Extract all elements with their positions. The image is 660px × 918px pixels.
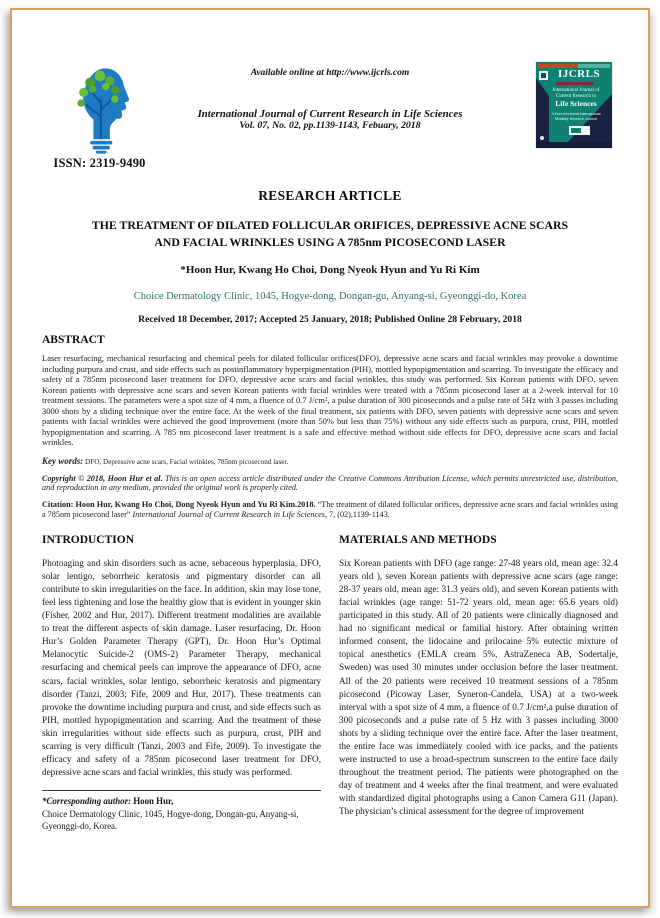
publication-history: Received 18 December, 2017; Accepted 25 January, 2018; Published Online 28 February, 2018 bbox=[138, 314, 522, 325]
journal-cover-thumbnail bbox=[536, 62, 612, 148]
journal-issue-info: Vol. 07, No. 02, pp.1139-1143, Febuary, 2018 bbox=[239, 120, 421, 131]
abstract-text: Laser resurfacing, mechanical resurfacing and chemical peels for dilated follicular orifices(DFO), depressive acne scars and facial wrinkles may provoke a downtime including purpura and crust, and side effects such as postinflammatory hyperpigmentation (PIH), mottled hypopigmentation and scarring. To investigate the efficacy and safety of a 785nm picosecond laser treatment for DFO, depressive acne scars and facial wrinkles, this study was performed. Six Korean patients with DFO, seven Korean patients with depressive acne scars and seven Korean patients with facial wrinkles were treated with a 785nm picosecond laser at a 2-week interval for 10 treatment sessions. The parameters were a spot size of 4 mm, a fluence of 0.7 J/cm², a pulse duration of 300 picoseconds and a pulse rate of 5Hz with 3 passes including 3000 shots by a sliding technique over the entire face. At the week of the final treatment, six patients with DFO, seven patients with depressive acne scars and seven patients with facial wrinkles were achieved the good improvement (more than 50% but less than 75%) without any side effects such as purpura, crust, PIH, mottled hypopigmentation and scarring. A 785 nm picosecond laser treatment is a safe and effective method without side effects for DFO, depressive acne scars and facial wrinkles. bbox=[42, 353, 618, 447]
introduction-text: Photoaging and skin disorders such as acne, sebaceous hyperplasia, DFO, solar lentigo, seborrheic keratosis and pigmentary disorder can all contribute to skin irregularities on the face. In addition, skin may lose tone, feel less tightening and lose the healthy glow that is evident in younger skin (Fisher, 2002 and Hur, 2017). Different treatment modalities are available to treat the different aspects of skin damage. Laser resurfacing, Dr. Hoon Hur’s Golden Parameter Therapy (GPT), Dr. Hoon Hur’s Optimal Melanocytic Suicide-2 (OMS-2) Parameter Therapy, mechanical resurfacing and chemical peels can improve the appearance of DFO, acne scars, facial wrinkles, solar lentigo, seborrheic keratosis and pigmentary disorder (Tanzi, 2003; Fife, 2009 and Hur, 2017). These treatments can provoke the downtime including purpura and crust, and side effects such as PIH, mottled hypopigmentation and scarring. And the treatment of these skin irregularities without side effects such as purpura, crust, PIH and scarring is very difficult (Tanzi, 2003 and Fife, 2009). To investigate the efficacy and safety of a 785nm picosecond laser treatment for DFO, depressive acne scars and facial wrinkles, this study was performed. bbox=[42, 557, 321, 778]
corresponding-author-name: Hoon Hur, bbox=[133, 796, 174, 807]
journal-logo-block bbox=[52, 62, 147, 171]
issn-number: ISSN: 2319-9490 bbox=[53, 156, 146, 170]
article-title-line2: AND FACIAL WRINKLES USING A 785nm PICOSECOND LASER bbox=[154, 235, 506, 249]
cover-red-bar bbox=[556, 82, 594, 85]
article-title-line1: THE TREATMENT OF DILATED FOLLICULAR ORIFICES, DEPRESSIVE ACNE SCARS bbox=[91, 218, 569, 232]
methods-heading: MATERIALS AND METHODS bbox=[339, 533, 497, 546]
available-online-link[interactable]: Available online at http://www.ijcrls.com bbox=[250, 68, 410, 78]
right-column bbox=[339, 534, 618, 833]
citation-lead: Citation: Hoon Hur, Kwang Ho Choi, Dong Nyeok Hyun and Yu Ri Kim.2018. bbox=[42, 500, 316, 510]
cover-acronym: IJCRLS bbox=[557, 68, 601, 80]
journal-page bbox=[10, 8, 650, 908]
citation-journal: International Journal of Current Research in Life Sciences, bbox=[132, 509, 327, 519]
cover-title-line1: International Journal of bbox=[552, 88, 600, 93]
copyright-body: This is an open access article distributed under the Creative Commons Attribution License, which permits unrestricted use, distribution, and reproduction in any medium, provided the original work is properly cited. bbox=[42, 473, 619, 493]
journal-masthead bbox=[42, 62, 618, 180]
methods-text: Six Korean patients with DFO (age range: 27-48 years old, mean age: 32.4 years old ), seven Korean patients with depressive acne scars (age range: 28-37 years old, mean age: 31.3 years old), and seven Korean patients with facial wrinkles (age range: 51-72 years old, mean age: 65.6 years old) participated in this study. All of 20 patients were clinically diagnosed and had no significant medical or familial history. After obtaining written informed consent, the lidocaine and prilocaine 5% eutectic mixture of topical anesthetics (EMLA cream 5%, AstraZeneca AB, Sodertalje, Sweden) was used 30 minutes under occlusion before the laser treatment. All of the 20 patients were received 10 treatment sessions of a 785nm picosecond (Picoway Laser, Syneron-Candela, USA) at a two-week interval with a spot size of 4 mm, a fluence of 0.7 J/cm²,a pulse duration of 300 picoseconds and a pulse rate of 5 Hz with 3 passes including 3000 shots by a sliding technique over the entire face. After the laser treatment, the entire face was immediately cooled with ice packs, and the patients were instructed to use a broad-spectrum sunscreen to the entire face daily throughout the treatment period. The patients were photographed on the day of treatment and 4 weeks after the final treatment, and were evaluated with standardized digital photographs using a Canon Camera G11 (Japan). The physician’s clinical assessment for the degree of improvement bbox=[339, 557, 618, 817]
author-list: *Hoon Hur, Kwang Ho Choi, Dong Nyeok Hyun and Yu Ri Kim bbox=[180, 264, 480, 276]
cover-title-line2: Current Research in bbox=[556, 94, 596, 99]
cover-publisher-emblem bbox=[539, 71, 548, 80]
citation-line bbox=[42, 500, 618, 520]
abstract-heading: ABSTRACT bbox=[42, 334, 105, 346]
left-column bbox=[42, 534, 321, 833]
keywords-text: DFO, Depressive acne scars, Facial wrinkles, 785nm picosecond laser. bbox=[85, 457, 289, 466]
cover-bottom-bar bbox=[536, 142, 612, 148]
keywords-label: Key words: bbox=[42, 455, 84, 466]
citation-pages: 7, (02),1139-1143. bbox=[329, 509, 390, 519]
author-affiliation: Choice Dermatology Clinic, 1045, Hogye-dong, Dongan-gu, Anyang-si, Gyeonggi-do, Korea bbox=[133, 291, 527, 302]
introduction-heading: INTRODUCTION bbox=[42, 533, 135, 546]
cover-title-line3: Life Sciences bbox=[555, 99, 597, 108]
article-body-columns bbox=[42, 534, 618, 833]
corresponding-author-footnote bbox=[42, 790, 321, 833]
corresponding-author-address: Choice Dermatology Clinic, 1045, Hogye-dong, Dongan-gu, Anyang-si, Gyeonggi-do, Korea. bbox=[42, 808, 299, 832]
cover-mini-logo bbox=[569, 126, 590, 135]
cover-tagline2: Monthly Research Journal bbox=[554, 117, 598, 122]
page-content bbox=[12, 62, 648, 908]
cover-tagline1: A Peer Reviewed International bbox=[551, 112, 601, 117]
head-tree-bulb-logo-icon bbox=[52, 62, 147, 154]
copyright-lead: Copyright © 2018, Hoon Hur et al. bbox=[42, 473, 163, 483]
copyright-notice bbox=[42, 474, 618, 494]
keywords-line bbox=[42, 456, 618, 466]
corresponding-author-label: *Corresponding author: bbox=[42, 796, 132, 807]
article-title bbox=[42, 217, 618, 251]
cover-dot bbox=[540, 136, 544, 140]
journal-header-text bbox=[157, 68, 503, 131]
citation-quote: “The treatment of dilated follicular orifices, depressive acne scars and facial wrinkles using a 785nm picosecond laser” bbox=[42, 500, 619, 519]
journal-name: International Journal of Current Research in Life Sciences bbox=[197, 108, 463, 120]
article-type-label: RESEARCH ARTICLE bbox=[258, 188, 402, 203]
